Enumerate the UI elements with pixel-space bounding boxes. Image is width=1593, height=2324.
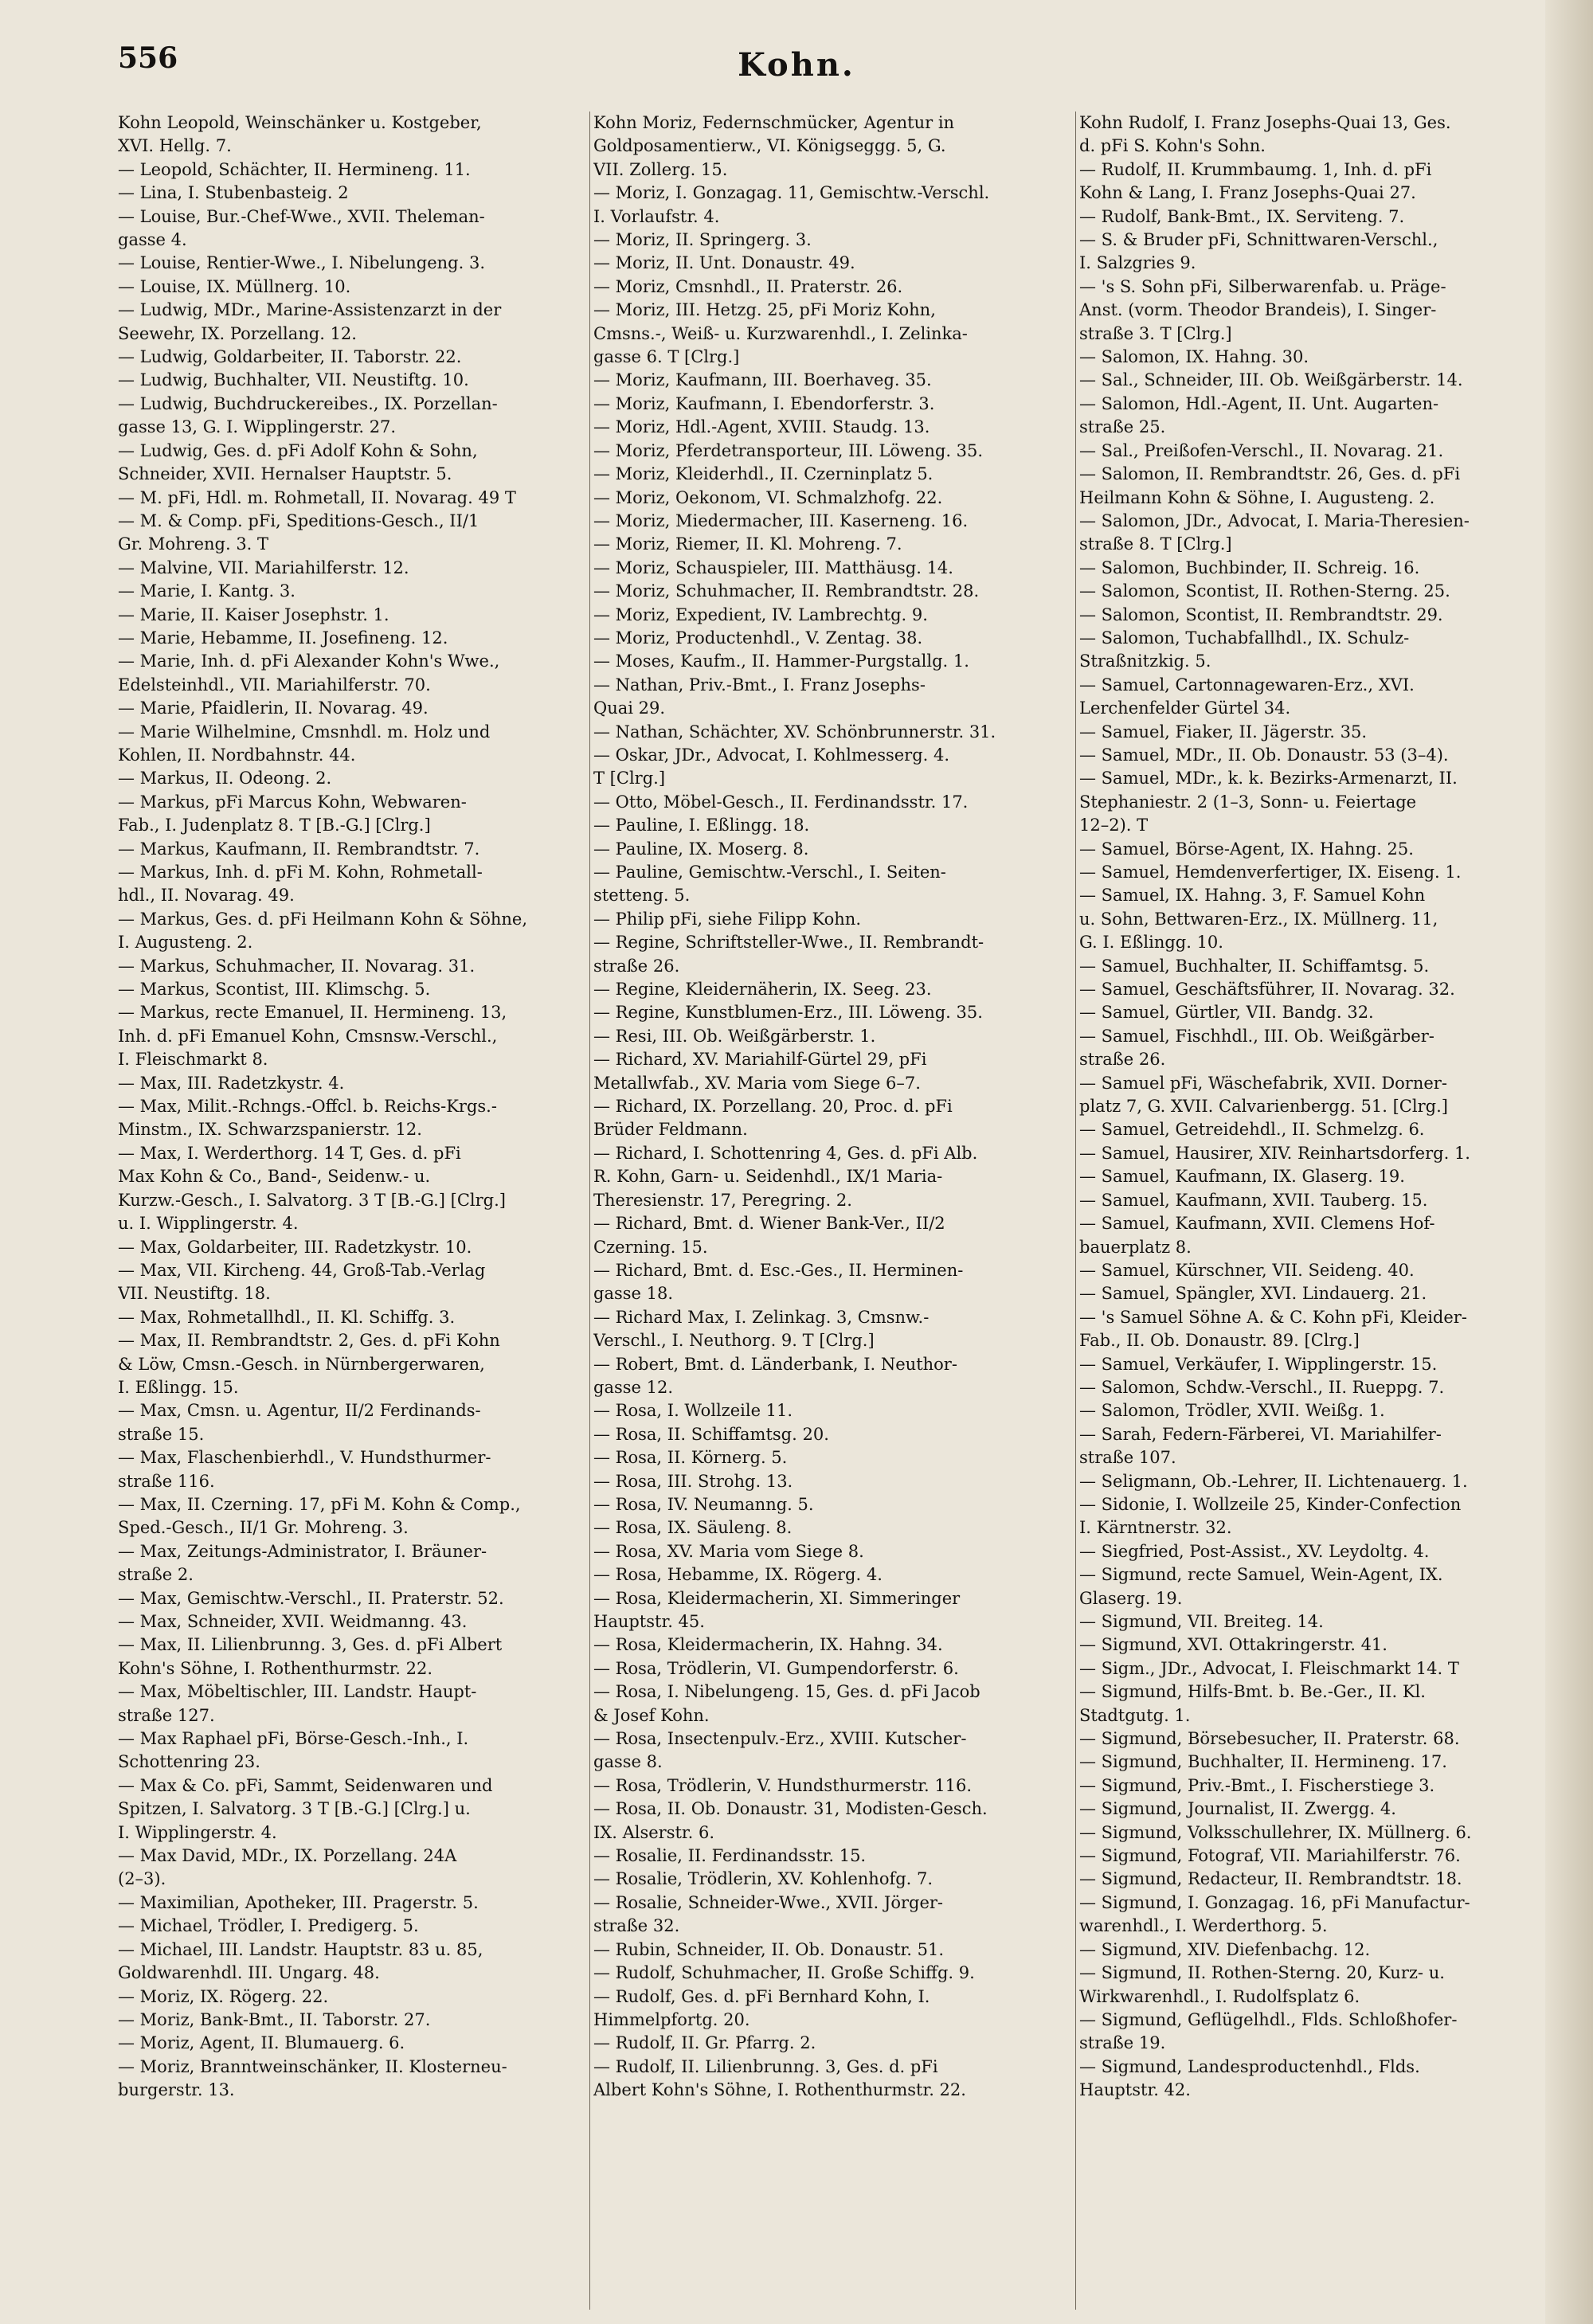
- directory-entry-line: XVI. Hellg. 7.: [118, 136, 232, 156]
- directory-entry-line: gasse 12.: [593, 1377, 674, 1397]
- directory-entry-line: platz 7, G. XVII. Calvarienbergg. 51. [Clrg.]: [1079, 1097, 1448, 1117]
- directory-entry-line: Heilmann Kohn & Söhne, I. Augusteng. 2.: [1079, 487, 1435, 507]
- directory-entry-line: — Moriz, Kleiderhdl., II. Czerninplatz 5.: [593, 464, 933, 484]
- directory-entry-line: — Markus, Schuhmacher, II. Novarag. 31.: [118, 956, 476, 976]
- directory-entry-line: — Sigmund, XVI. Ottakringerstr. 41.: [1079, 1635, 1388, 1655]
- directory-entry-line: G. I. Eßlingg. 10.: [1079, 933, 1223, 953]
- directory-entry-line: — Sigmund, Priv.-Bmt., I. Fischerstiege 3.: [1079, 1775, 1435, 1795]
- directory-entry-line: — Max, Rohmetallhdl., II. Kl. Schiffg. 3.: [118, 1307, 456, 1327]
- directory-entry-line: — Markus, recte Emanuel, II. Hermineng. 13,: [118, 1003, 507, 1023]
- directory-entry-line: Albert Kohn's Söhne, I. Rothenthurmstr. 22.: [593, 2080, 966, 2100]
- directory-entry-line: burgerstr. 13.: [118, 2080, 235, 2100]
- directory-entry-line: Inh. d. pFi Emanuel Kohn, Cmsnsw.-Verschl.,: [118, 1026, 498, 1046]
- directory-entry-line: — Nathan, Schächter, XV. Schönbrunnerstr. 31.: [593, 722, 996, 741]
- directory-entry-line: — Samuel, Spängler, XVI. Lindauerg. 21.: [1079, 1284, 1427, 1304]
- directory-entry-line: — Sigmund, Fotograf, VII. Mariahilferstr. 76.: [1079, 1846, 1461, 1866]
- directory-entry-line: — Max, Möbeltischler, III. Landstr. Haupt-: [118, 1682, 477, 1702]
- directory-entry-line: — Ludwig, Goldarbeiter, II. Taborstr. 22.: [118, 347, 462, 367]
- directory-entry-line: — Salomon, Hdl.-Agent, II. Unt. Augarten-: [1079, 393, 1439, 413]
- directory-entry-line: — Moriz, IX. Rögerg. 22.: [118, 1986, 329, 2006]
- directory-entry-line: Fab., I. Judenplatz 8. T [B.-G.] [Clrg.]: [118, 816, 431, 835]
- directory-entry-line: — Max & Co. pFi, Sammt, Seidenwaren und: [118, 1775, 493, 1795]
- directory-entry-line: — Samuel, Kaufmann, XVII. Clemens Hof-: [1079, 1214, 1435, 1234]
- directory-entry-line: — Rubin, Schneider, II. Ob. Donaustr. 51.: [593, 1939, 945, 1959]
- directory-entry-line: — Moriz, II. Unt. Donaustr. 49.: [593, 253, 855, 273]
- directory-entry-line: — Max, I. Werderthorg. 14 T, Ges. d. pFi: [118, 1143, 461, 1163]
- directory-entry-line: — Sarah, Federn-Färberei, VI. Mariahilfer-: [1079, 1424, 1442, 1444]
- directory-entry-line: — Moriz, Miedermacher, III. Kaserneng. 16.: [593, 511, 969, 530]
- directory-entry-line: — Salomon, Scontist, II. Rembrandtstr. 29.: [1079, 604, 1443, 624]
- directory-entry-line: — Rudolf, II. Krummbaumg. 1, Inh. d. pFi: [1079, 159, 1432, 179]
- directory-entry-line: — Sigmund, Volksschullehrer, IX. Müllnerg. 6.: [1079, 1822, 1472, 1842]
- directory-entry-line: I. Vorlaufstr. 4.: [593, 206, 720, 226]
- directory-entry-line: — Markus, Inh. d. pFi M. Kohn, Rohmetall-: [118, 863, 483, 882]
- directory-entry-line: straße 15.: [118, 1424, 205, 1444]
- directory-entry-line: Schneider, XVII. Hernalser Hauptstr. 5.: [118, 464, 452, 484]
- directory-entry-line: — Samuel, Buchhalter, II. Schiffamtsg. 5.: [1079, 956, 1430, 976]
- directory-entry-line: — Nathan, Priv.-Bmt., I. Franz Josephs-: [593, 675, 926, 694]
- directory-entry-line: — M. pFi, Hdl. m. Rohmetall, II. Novarag. 49 T: [118, 487, 516, 507]
- directory-entry-line: I. Fleischmarkt 8.: [118, 1050, 268, 1070]
- directory-entry-line: Brüder Feldmann.: [593, 1120, 748, 1140]
- directory-entry-line: — Sigmund, Hilfs-Bmt. b. Be.-Ger., II. Kl.: [1079, 1682, 1426, 1702]
- directory-entry-line: Stadtgutg. 1.: [1079, 1705, 1191, 1725]
- directory-entry-line: Kurzw.-Gesch., I. Salvatorg. 3 T [B.-G.] [Clrg.]: [118, 1190, 506, 1210]
- directory-entry-line: — Salomon, Scontist, II. Rothen-Sterng. 25.: [1079, 581, 1450, 601]
- directory-entry-line: — Moriz, Productenhdl., V. Zentag. 38.: [593, 628, 923, 648]
- directory-entry-line: straße 26.: [1079, 1050, 1166, 1070]
- directory-entry-line: — Rosa, XV. Maria vom Siege 8.: [593, 1541, 864, 1561]
- directory-entry-line: — Moriz, Schuhmacher, II. Rembrandtstr. 28.: [593, 581, 980, 601]
- directory-entry-line: — Rudolf, Ges. d. pFi Bernhard Kohn, I.: [593, 1986, 930, 2006]
- directory-entry-line: Max Kohn & Co., Band-, Seidenw.- u.: [118, 1167, 431, 1187]
- directory-entry-line: VII. Zollerg. 15.: [593, 159, 728, 179]
- directory-entry-line: — Sigmund, Redacteur, II. Rembrandtstr. 18.: [1079, 1869, 1462, 1889]
- directory-entry-line: — Richard, XV. Mariahilf-Gürtel 29, pFi: [593, 1050, 927, 1070]
- directory-entry-line: — Maximilian, Apotheker, III. Pragerstr. 5.: [118, 1892, 479, 1912]
- directory-entry-line: — Rosa, IX. Säuleng. 8.: [593, 1518, 793, 1538]
- directory-entry-line: Himmelpfortg. 20.: [593, 2009, 750, 2029]
- directory-entry-line: Czerning. 15.: [593, 1237, 708, 1257]
- directory-entry-line: — Salomon, IX. Hahng. 30.: [1079, 347, 1309, 367]
- directory-entry-line: Lerchenfelder Gürtel 34.: [1079, 698, 1291, 718]
- directory-entry-line: — Richard, I. Schottenring 4, Ges. d. pFi Alb.: [593, 1143, 978, 1163]
- directory-entry-line: — Max Raphael pFi, Börse-Gesch.-Inh., I.: [118, 1729, 469, 1749]
- directory-entry-line: — Richard, Bmt. d. Esc.-Ges., II. Herminen-: [593, 1260, 964, 1280]
- directory-entry-line: — Moriz, Pferdetransporteur, III. Löweng. 35.: [593, 440, 984, 460]
- directory-entry-line: — Richard, IX. Porzellang. 20, Proc. d. pFi: [593, 1097, 953, 1117]
- directory-entry-line: — Moriz, III. Hetzg. 25, pFi Moriz Kohn,: [593, 300, 936, 320]
- directory-entry-line: Theresienstr. 17, Peregring. 2.: [593, 1190, 852, 1210]
- directory-entry-line: — Samuel, Fischhdl., III. Ob. Weißgärber-: [1079, 1026, 1434, 1046]
- directory-entry-line: Verschl., I. Neuthorg. 9. T [Clrg.]: [593, 1331, 875, 1351]
- directory-entry-line: — Leopold, Schächter, II. Hermineng. 11.: [118, 159, 471, 179]
- directory-entry-line: warenhdl., I. Werderthorg. 5.: [1079, 1916, 1328, 1936]
- directory-entry-line: — Max, Goldarbeiter, III. Radetzkystr. 10.: [118, 1237, 472, 1257]
- entries-column-3: [1079, 112, 1537, 2103]
- directory-entry-line: — Sal., Preißofen-Verschl., II. Novarag. 21.: [1079, 440, 1444, 460]
- directory-entry-line: Hauptstr. 45.: [593, 1612, 705, 1631]
- directory-entry-line: Hauptstr. 42.: [1079, 2080, 1191, 2100]
- directory-entry-line: — Rosa, III. Strohg. 13.: [593, 1471, 793, 1491]
- directory-entry-line: — Pauline, IX. Moserg. 8.: [593, 839, 809, 859]
- directory-entry-line: — Samuel, Fiaker, II. Jägerstr. 35.: [1079, 722, 1368, 741]
- directory-entry-line: Straßnitzkig. 5.: [1079, 651, 1211, 671]
- directory-entry-line: — Siegfried, Post-Assist., XV. Leydoltg. 4.: [1079, 1541, 1430, 1561]
- directory-entry-line: — Samuel, Verkäufer, I. Wipplingerstr. 15.: [1079, 1354, 1438, 1374]
- directory-entry-line: — Max, Zeitungs-Administrator, I. Bräuner-: [118, 1541, 487, 1561]
- directory-entry-line: — Salomon, Tuchabfallhdl., IX. Schulz-: [1079, 628, 1410, 648]
- directory-entry-line: Kohn & Lang, I. Franz Josephs-Quai 27.: [1079, 183, 1416, 203]
- directory-entry-line: Kohn Leopold, Weinschänker u. Kostgeber,: [118, 113, 482, 132]
- directory-entry-line: straße 25.: [1079, 417, 1166, 437]
- directory-entry-line: straße 116.: [118, 1471, 215, 1491]
- directory-entry-line: — Max, II. Rembrandtstr. 2, Ges. d. pFi Kohn: [118, 1331, 500, 1351]
- directory-entry-line: — Max, VII. Kircheng. 44, Groß-Tab.-Verlag: [118, 1260, 486, 1280]
- directory-entry-line: — Markus, Kaufmann, II. Rembrandtstr. 7.: [118, 839, 480, 859]
- directory-entry-line: Goldwarenhdl. III. Ungarg. 48.: [118, 1963, 380, 1983]
- directory-entry-line: — Rosa, II. Körnerg. 5.: [593, 1448, 788, 1468]
- directory-entry-line: straße 2.: [118, 1565, 194, 1585]
- directory-entry-line: straße 3. T [Clrg.]: [1079, 323, 1232, 343]
- directory-entry-line: — Lina, I. Stubenbasteig. 2: [118, 183, 349, 203]
- directory-entry-line: — Moriz, Schauspieler, III. Matthäusg. 14.: [593, 558, 953, 577]
- directory-entry-line: — Rosalie, Schneider-Wwe., XVII. Jörger-: [593, 1892, 944, 1912]
- directory-entry-line: IX. Alserstr. 6.: [593, 1822, 715, 1842]
- directory-entry-line: Seewehr, IX. Porzellang. 12.: [118, 323, 357, 343]
- directory-entry-line: — Moriz, Riemer, II. Kl. Mohreng. 7.: [593, 534, 902, 554]
- directory-entry-line: — Pauline, Gemischtw.-Verschl., I. Seiten-: [593, 863, 946, 882]
- directory-entry-line: — Ludwig, Buchdruckereibes., IX. Porzellan-: [118, 393, 498, 413]
- directory-entry-line: — Ludwig, Ges. d. pFi Adolf Kohn & Sohn,: [118, 440, 478, 460]
- directory-entry-line: — Sigmund, Journalist, II. Zwergg. 4.: [1079, 1799, 1396, 1819]
- directory-entry-line: Glaserg. 19.: [1079, 1588, 1183, 1608]
- directory-entry-line: — Philip pFi, siehe Filipp Kohn.: [593, 909, 861, 929]
- column-divider: [589, 112, 590, 2310]
- directory-entry-line: — Sigmund, Geflügelhdl., Flds. Schloßhofer-: [1079, 2009, 1458, 2029]
- directory-entry-line: Edelsteinhdl., VII. Mariahilferstr. 70.: [118, 675, 431, 694]
- directory-entry-line: — Rosa, Trödlerin, VI. Gumpendorferstr. 6.: [593, 1658, 959, 1678]
- entries-column-2: [593, 112, 1059, 2103]
- directory-entry-line: — Samuel, Geschäftsführer, II. Novarag. 32.: [1079, 980, 1455, 1000]
- directory-entry-line: gasse 6. T [Clrg.]: [593, 347, 740, 367]
- directory-entry-line: — Rosalie, Trödlerin, XV. Kohlenhofg. 7.: [593, 1869, 933, 1889]
- directory-entry-line: — Sidonie, I. Wollzeile 25, Kinder-Confection: [1079, 1494, 1462, 1514]
- directory-entry-line: Kohn's Söhne, I. Rothenthurmstr. 22.: [118, 1658, 433, 1678]
- directory-entry-line: gasse 8.: [593, 1752, 663, 1772]
- directory-entry-line: — Louise, Rentier-Wwe., I. Nibelungeng. 3.: [118, 253, 486, 273]
- directory-entry-line: — Robert, Bmt. d. Länderbank, I. Neuthor-: [593, 1354, 957, 1374]
- directory-entry-line: — Sigmund, Landesproductenhdl., Flds.: [1079, 2056, 1420, 2076]
- directory-entry-line: — Rudolf, II. Lilienbrunng. 3, Ges. d. pFi: [593, 2056, 938, 2076]
- directory-entry-line: — Rosa, Trödlerin, V. Hundsthurmerstr. 116.: [593, 1775, 973, 1795]
- directory-entry-line: — Regine, Kunstblumen-Erz., III. Löweng. 35.: [593, 1003, 983, 1023]
- directory-entry-line: & Löw, Cmsn.-Gesch. in Nürnbergerwaren,: [118, 1354, 485, 1374]
- directory-entry-line: Fab., II. Ob. Donaustr. 89. [Clrg.]: [1079, 1331, 1360, 1351]
- directory-entry-line: — Richard Max, I. Zelinkag. 3, Cmsnw.-: [593, 1307, 930, 1327]
- directory-entry-line: — Salomon, Buchbinder, II. Schreig. 16.: [1079, 558, 1420, 577]
- directory-entry-line: — Salomon, Trödler, XVII. Weißg. 1.: [1079, 1401, 1385, 1421]
- directory-entry-line: gasse 18.: [593, 1284, 674, 1304]
- directory-entry-line: — Rosa, Kleidermacherin, IX. Hahng. 34.: [593, 1635, 943, 1655]
- directory-entry-line: — Regine, Kleidernäherin, IX. Seeg. 23.: [593, 980, 932, 1000]
- directory-entry-line: bauerplatz 8.: [1079, 1237, 1192, 1257]
- directory-entry-line: 12–2). T: [1079, 816, 1149, 835]
- directory-entry-line: — Rudolf, Schuhmacher, II. Große Schiffg. 9.: [593, 1963, 975, 1983]
- directory-entry-line: R. Kohn, Garn- u. Seidenhdl., IX/1 Maria-: [593, 1167, 943, 1187]
- directory-entry-line: — Moriz, Branntweinschänker, II. Klosterneu-: [118, 2056, 507, 2076]
- directory-entry-line: — Moriz, Hdl.-Agent, XVIII. Staudg. 13.: [593, 417, 930, 437]
- directory-entry-line: — Regine, Schriftsteller-Wwe., II. Rembrandt-: [593, 933, 984, 953]
- directory-entry-line: — Rosa, II. Ob. Donaustr. 31, Modisten-Gesch.: [593, 1799, 988, 1819]
- directory-entry-line: — Markus, Scontist, III. Klimschg. 5.: [118, 980, 431, 1000]
- directory-entry-line: — M. & Comp. pFi, Speditions-Gesch., II/1: [118, 511, 479, 530]
- directory-entry-line: (2–3).: [118, 1869, 166, 1889]
- directory-entry-line: stetteng. 5.: [593, 886, 691, 906]
- directory-entry-line: — Moriz, Kaufmann, I. Ebendorferstr. 3.: [593, 393, 935, 413]
- column-divider: [1075, 112, 1076, 2310]
- directory-entry-line: straße 107.: [1079, 1448, 1176, 1468]
- directory-entry-line: Anst. (vorm. Theodor Brandeis), I. Singer-: [1079, 300, 1437, 320]
- directory-entry-line: — Samuel, Kaufmann, IX. Glaserg. 19.: [1079, 1167, 1405, 1187]
- directory-entry-line: — Samuel, Kürschner, VII. Seideng. 40.: [1079, 1260, 1415, 1280]
- directory-entry-line: — 's Samuel Söhne A. & C. Kohn pFi, Kleider-: [1079, 1307, 1467, 1327]
- directory-entry-line: — Moriz, Kaufmann, III. Boerhaveg. 35.: [593, 370, 932, 390]
- directory-entry-line: — Salomon, JDr., Advocat, I. Maria-Theresien-: [1079, 511, 1470, 530]
- directory-entry-line: — Samuel, MDr., k. k. Bezirks-Armenarzt, II.: [1079, 769, 1458, 788]
- directory-entry-line: — Rudolf, Bank-Bmt., IX. Serviteng. 7.: [1079, 206, 1405, 226]
- directory-entry-line: — Marie, Inh. d. pFi Alexander Kohn's Wwe.,: [118, 651, 500, 671]
- directory-entry-line: Kohn Moriz, Federnschmücker, Agentur in: [593, 113, 955, 132]
- directory-entry-line: — Max, Cmsn. u. Agentur, II/2 Ferdinands-: [118, 1401, 481, 1421]
- directory-entry-line: & Josef Kohn.: [593, 1705, 710, 1725]
- directory-entry-line: — Max, Schneider, XVII. Weidmanng. 43.: [118, 1612, 468, 1631]
- directory-entry-line: — Samuel, Gürtler, VII. Bandg. 32.: [1079, 1003, 1374, 1023]
- directory-entry-line: — 's S. Sohn pFi, Silberwarenfab. u. Präge-: [1079, 276, 1446, 296]
- directory-entry-line: — Salomon, II. Rembrandtstr. 26, Ges. d. pFi: [1079, 464, 1461, 484]
- directory-entry-line: d. pFi S. Kohn's Sohn.: [1079, 136, 1266, 156]
- directory-entry-line: Kohn Rudolf, I. Franz Josephs-Quai 13, Ges.: [1079, 113, 1451, 132]
- directory-entry-line: gasse 13, G. I. Wipplingerstr. 27.: [118, 417, 397, 437]
- directory-entry-line: — Marie, Pfaidlerin, II. Novarag. 49.: [118, 698, 429, 718]
- directory-entry-line: — Moriz, Cmsnhdl., II. Praterstr. 26.: [593, 276, 903, 296]
- directory-entry-line: — Max, III. Radetzkystr. 4.: [118, 1073, 345, 1093]
- directory-entry-line: — Rudolf, II. Gr. Pfarrg. 2.: [593, 2033, 816, 2053]
- directory-entry-line: hdl., II. Novarag. 49.: [118, 886, 295, 906]
- directory-entry-line: — Markus, II. Odeong. 2.: [118, 769, 332, 788]
- directory-entry-line: — Sigmund, Buchhalter, II. Hermineng. 17.: [1079, 1752, 1447, 1772]
- directory-entry-line: — Samuel, Hemdenverfertiger, IX. Eiseng. 1.: [1079, 863, 1462, 882]
- directory-entry-line: Sped.-Gesch., II/1 Gr. Mohreng. 3.: [118, 1518, 409, 1538]
- directory-entry-line: — Marie, II. Kaiser Josephstr. 1.: [118, 604, 389, 624]
- directory-entry-line: — Otto, Möbel-Gesch., II. Ferdinandsstr. 17.: [593, 792, 969, 812]
- directory-entry-line: straße 32.: [593, 1916, 680, 1936]
- directory-entry-line: — Moriz, Bank-Bmt., II. Taborstr. 27.: [118, 2009, 431, 2029]
- directory-entry-line: — Samuel, Getreidehdl., II. Schmelzg. 6.: [1079, 1120, 1425, 1140]
- directory-entry-line: — Moriz, II. Springerg. 3.: [593, 230, 812, 250]
- directory-entry-line: u. I. Wipplingerstr. 4.: [118, 1214, 299, 1234]
- directory-entry-line: — Samuel, MDr., II. Ob. Donaustr. 53 (3–4).: [1079, 745, 1449, 765]
- directory-entry-line: — Oskar, JDr., Advocat, I. Kohlmesserg. 4.: [593, 745, 950, 765]
- directory-entry-line: straße 8. T [Clrg.]: [1079, 534, 1232, 554]
- directory-entry-line: — Sal., Schneider, III. Ob. Weißgärberstr. 14.: [1079, 370, 1463, 390]
- directory-entry-line: — Rosa, I. Nibelungeng. 15, Ges. d. pFi Jacob: [593, 1682, 980, 1702]
- directory-entry-line: — Michael, III. Landstr. Hauptstr. 83 u. 85,: [118, 1939, 483, 1959]
- directory-entry-line: — Seligmann, Ob.-Lehrer, II. Lichtenauerg. 1.: [1079, 1471, 1468, 1491]
- directory-entry-line: I. Augusteng. 2.: [118, 933, 253, 953]
- directory-entry-line: — Max David, MDr., IX. Porzellang. 24A: [118, 1846, 457, 1866]
- directory-entry-line: Schottenring 23.: [118, 1752, 260, 1772]
- running-head: Kohn.: [738, 46, 855, 84]
- directory-entry-line: Goldposamentierw., VI. Königseggg. 5, G.: [593, 136, 946, 156]
- directory-entry-line: — Max, II. Czerning. 17, pFi M. Kohn & Comp.,: [118, 1494, 521, 1514]
- directory-entry-line: — Rosalie, II. Ferdinandsstr. 15.: [593, 1846, 867, 1866]
- directory-entry-line: I. Salzgries 9.: [1079, 253, 1196, 273]
- directory-entry-line: Gr. Mohreng. 3. T: [118, 534, 269, 554]
- directory-entry-line: — Louise, IX. Müllnerg. 10.: [118, 276, 351, 296]
- directory-entry-line: I. Kärntnerstr. 32.: [1079, 1518, 1232, 1538]
- directory-entry-line: I. Eßlingg. 15.: [118, 1377, 239, 1397]
- directory-entry-line: — Samuel, Hausirer, XIV. Reinhartsdorferg. 1.: [1079, 1143, 1470, 1163]
- directory-entry-line: — Ludwig, Buchhalter, VII. Neustiftg. 10.: [118, 370, 469, 390]
- directory-entry-line: — Salomon, Schdw.-Verschl., II. Rueppg. 7.: [1079, 1377, 1445, 1397]
- page-number: 556: [118, 41, 178, 75]
- directory-entry-line: — Marie, Hebamme, II. Josefineng. 12.: [118, 628, 448, 648]
- directory-entry-line: u. Sohn, Bettwaren-Erz., IX. Müllnerg. 11,: [1079, 909, 1438, 929]
- directory-entry-line: — Samuel, Kaufmann, XVII. Tauberg. 15.: [1079, 1190, 1428, 1210]
- directory-entry-line: — Rosa, IV. Neumanng. 5.: [593, 1494, 814, 1514]
- directory-entry-line: — Markus, Ges. d. pFi Heilmann Kohn & Söhne,: [118, 909, 528, 929]
- directory-entry-line: — Samuel pFi, Wäschefabrik, XVII. Dorner-: [1079, 1073, 1447, 1093]
- directory-entry-line: — Max, II. Lilienbrunng. 3, Ges. d. pFi Albert: [118, 1635, 503, 1655]
- directory-entry-line: Minstm., IX. Schwarzspanierstr. 12.: [118, 1120, 422, 1140]
- directory-entry-line: — Moriz, Oekonom, VI. Schmalzhofg. 22.: [593, 487, 943, 507]
- directory-entry-line: — Rosa, II. Schiffamtsg. 20.: [593, 1424, 829, 1444]
- directory-entry-line: — Samuel, IX. Hahng. 3, F. Samuel Kohn: [1079, 886, 1426, 906]
- directory-entry-line: — Sigmund, XIV. Diefenbachg. 12.: [1079, 1939, 1371, 1959]
- directory-entry-line: — Louise, Bur.-Chef-Wwe., XVII. Theleman-: [118, 206, 485, 226]
- directory-entry-line: — Samuel, Cartonnagewaren-Erz., XVI.: [1079, 675, 1415, 694]
- directory-entry-line: Kohlen, II. Nordbahnstr. 44.: [118, 745, 356, 765]
- directory-entry-line: — Moriz, Agent, II. Blumauerg. 6.: [118, 2033, 405, 2053]
- directory-entry-line: — S. & Bruder pFi, Schnittwaren-Verschl.,: [1079, 230, 1438, 250]
- directory-entry-line: — Moriz, I. Gonzagag. 11, Gemischtw.-Verschl.: [593, 183, 990, 203]
- directory-entry-line: — Rosa, Insectenpulv.-Erz., XVIII. Kutscher-: [593, 1729, 967, 1749]
- directory-entry-line: I. Wipplingerstr. 4.: [118, 1822, 277, 1842]
- directory-entry-line: — Sigmund, II. Rothen-Sterng. 20, Kurz- u.: [1079, 1963, 1445, 1983]
- directory-entry-line: — Ludwig, MDr., Marine-Assistenzarzt in der: [118, 300, 502, 320]
- directory-entry-line: — Rosa, I. Wollzeile 11.: [593, 1401, 793, 1421]
- directory-entry-line: straße 127.: [118, 1705, 215, 1725]
- directory-entry-line: straße 26.: [593, 956, 680, 976]
- directory-entry-line: — Sigmund, Börsebesucher, II. Praterstr. 68.: [1079, 1729, 1460, 1749]
- directory-entry-line: — Michael, Trödler, I. Predigerg. 5.: [118, 1916, 419, 1936]
- directory-entry-line: — Markus, pFi Marcus Kohn, Webwaren-: [118, 792, 467, 812]
- directory-entry-line: — Rosa, Kleidermacherin, XI. Simmeringer: [593, 1588, 961, 1608]
- directory-entry-line: Wirkwarenhdl., I. Rudolfsplatz 6.: [1079, 1986, 1360, 2006]
- directory-entry-line: — Max, Flaschenbierhdl., V. Hundsthurmer-: [118, 1448, 491, 1468]
- directory-entry-line: — Richard, Bmt. d. Wiener Bank-Ver., II/2: [593, 1214, 945, 1234]
- directory-entry-line: T [Clrg.]: [593, 769, 666, 788]
- directory-entry-line: — Samuel, Börse-Agent, IX. Hahng. 25.: [1079, 839, 1414, 859]
- directory-entry-line: VII. Neustiftg. 18.: [118, 1284, 271, 1304]
- directory-entry-line: — Sigmund, I. Gonzagag. 16, pFi Manufactur-: [1079, 1892, 1470, 1912]
- page-edge-shadow: [1545, 0, 1593, 2324]
- directory-entry-line: — Marie, I. Kantg. 3.: [118, 581, 296, 601]
- directory-entry-line: Spitzen, I. Salvatorg. 3 T [B.-G.] [Clrg.] u.: [118, 1799, 471, 1819]
- directory-entry-line: Cmsns.-, Weiß- u. Kurzwarenhdl., I. Zelinka-: [593, 323, 968, 343]
- directory-entry-line: — Sigmund, recte Samuel, Wein-Agent, IX.: [1079, 1565, 1443, 1585]
- directory-entry-line: — Malvine, VII. Mariahilferstr. 12.: [118, 558, 409, 577]
- directory-entry-line: — Pauline, I. Eßlingg. 18.: [593, 816, 810, 835]
- directory-entry-line: — Rosa, Hebamme, IX. Rögerg. 4.: [593, 1565, 883, 1585]
- directory-entry-line: — Sigmund, VII. Breiteg. 14.: [1079, 1612, 1324, 1631]
- entries-column-1: [118, 112, 584, 2103]
- directory-entry-line: — Moses, Kaufm., II. Hammer-Purgstallg. 1.: [593, 651, 969, 671]
- directory-entry-line: — Max, Milit.-Rchngs.-Offcl. b. Reichs-Krgs.-: [118, 1097, 497, 1117]
- directory-entry-line: — Moriz, Expedient, IV. Lambrechtg. 9.: [593, 604, 928, 624]
- directory-entry-line: gasse 4.: [118, 230, 187, 250]
- directory-entry-line: Stephaniestr. 2 (1–3, Sonn- u. Feiertage: [1079, 792, 1417, 812]
- directory-entry-line: — Marie Wilhelmine, Cmsnhdl. m. Holz und: [118, 722, 491, 741]
- directory-entry-line: Metallwfab., XV. Maria vom Siege 6–7.: [593, 1073, 921, 1093]
- directory-entry-line: straße 19.: [1079, 2033, 1166, 2053]
- directory-entry-line: Quai 29.: [593, 698, 666, 718]
- directory-entry-line: — Sigm., JDr., Advocat, I. Fleischmarkt 14. T: [1079, 1658, 1459, 1678]
- directory-entry-line: — Max, Gemischtw.-Verschl., II. Praterstr. 52.: [118, 1588, 504, 1608]
- directory-entry-line: — Resi, III. Ob. Weißgärberstr. 1.: [593, 1026, 876, 1046]
